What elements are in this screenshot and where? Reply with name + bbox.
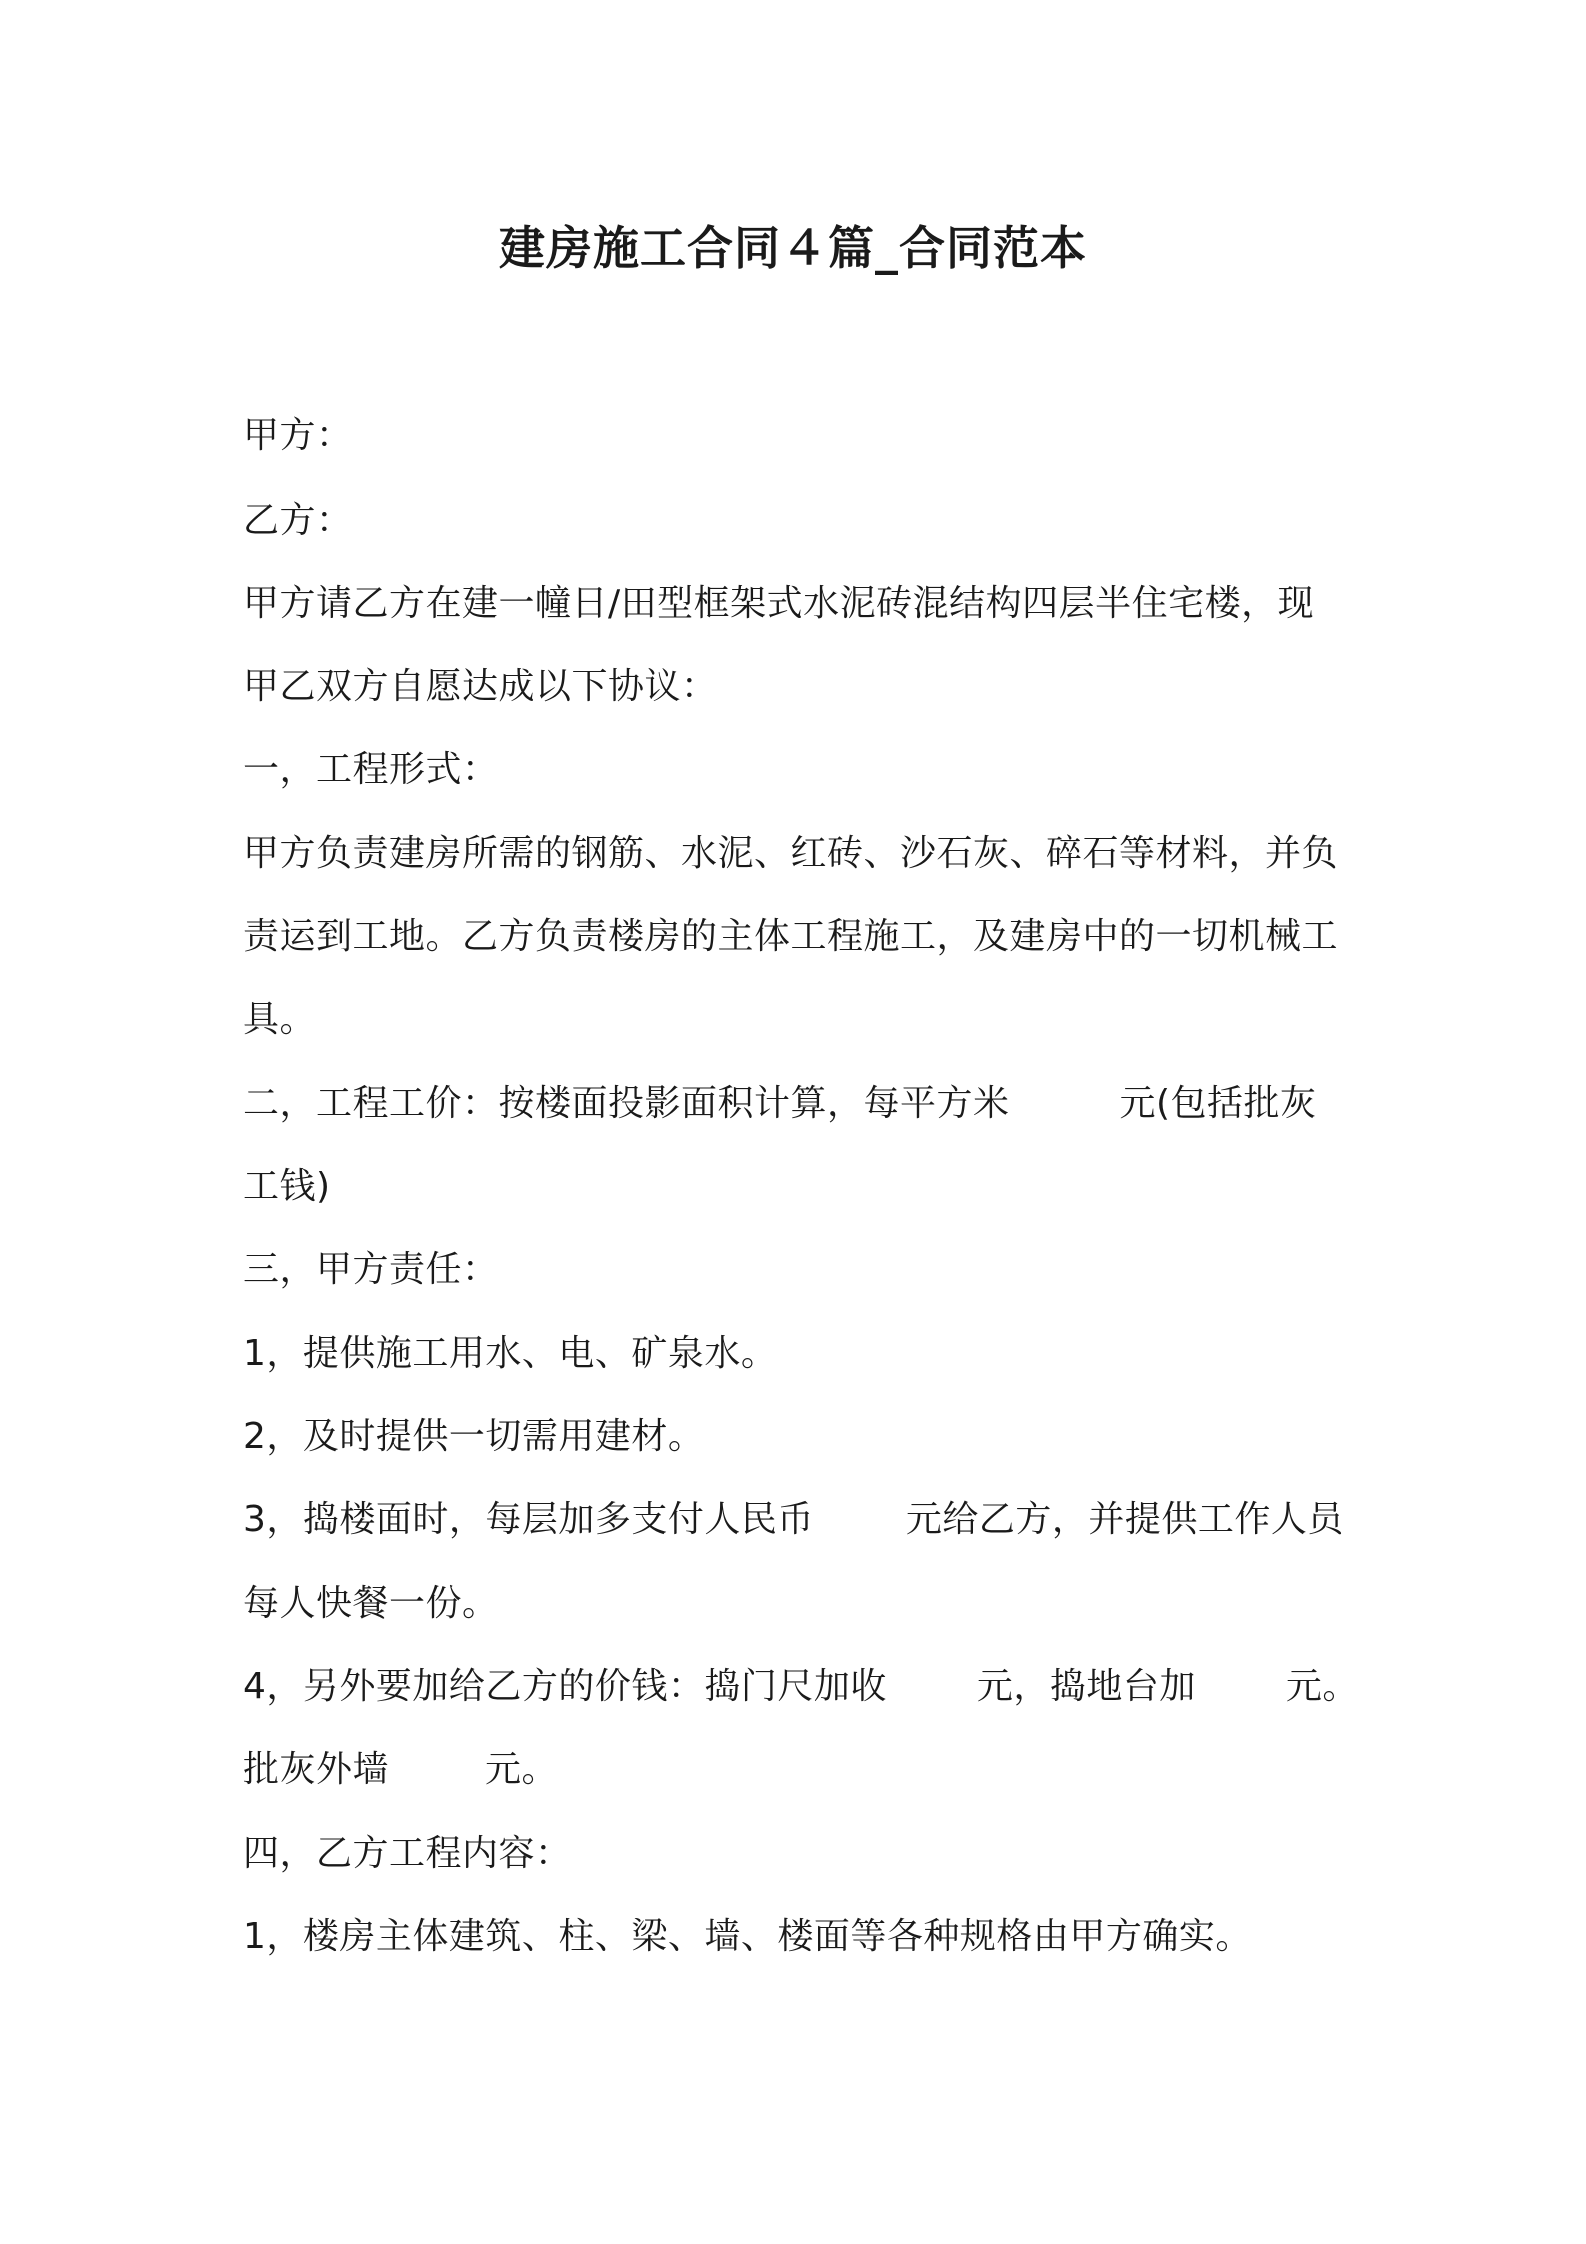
section-3-item-3-cont: 每人快餐一份。 <box>243 1583 499 1624</box>
intro-line-1: 甲方请乙方在建一幢日/田型框架式水泥砖混结构四层半住宅楼，现 <box>243 583 1315 624</box>
section-3-item-4-text-c: 元。 <box>1285 1666 1359 1707</box>
section-3-item-3-text-b: 元给乙方，并提供工作人员 <box>905 1499 1344 1540</box>
section-3-item-3 <box>243 1496 1344 1544</box>
party-b-line: 乙方： <box>243 500 353 541</box>
section-3-item-4 <box>243 1663 1359 1711</box>
section-3-item-4-text-a: 4，另外要加给乙方的价钱：捣门尺加收 <box>243 1666 887 1707</box>
section-2-text-b: 元(包括批灰 <box>1119 1083 1317 1124</box>
section-3-item-4-text-b: 元，捣地台加 <box>976 1666 1196 1707</box>
section-3-item-3-text-a: 3，捣楼面时，每层加多支付人民币 <box>243 1499 814 1540</box>
section-1-text-3: 具。 <box>243 999 317 1040</box>
section-4-heading: 四，乙方工程内容： <box>243 1833 572 1874</box>
intro-line-2: 甲乙双方自愿达成以下协议： <box>243 666 718 707</box>
document-title: 建房施工合同４篇_合同范本 <box>499 221 1087 275</box>
section-3-item-2: 2，及时提供一切需用建材。 <box>243 1416 705 1457</box>
section-1-heading: 一，工程形式： <box>243 749 499 790</box>
section-4-item-1: 1，楼房主体建筑、柱、梁、墙、楼面等各种规格由甲方确实。 <box>243 1916 1252 1957</box>
section-2-text-a: 二，工程工价：按楼面投影面积计算，每平方米 <box>243 1083 1010 1124</box>
section-2-line-1 <box>243 1080 1317 1128</box>
party-a-line: 甲方： <box>243 415 353 456</box>
section-3-item-4-cont <box>243 1746 558 1794</box>
section-3-heading: 三，甲方责任： <box>243 1249 499 1290</box>
section-2-line-2: 工钱) <box>243 1166 331 1207</box>
section-1-text-1: 甲方负责建房所需的钢筋、水泥、红砖、沙石灰、碎石等材料，并负 <box>243 833 1339 874</box>
section-3-item-4-cont-text-a: 批灰外墙 <box>243 1749 390 1790</box>
section-3-item-1: 1，提供施工用水、电、矿泉水。 <box>243 1333 778 1374</box>
section-3-item-4-cont-text-b: 元。 <box>485 1749 559 1790</box>
section-1-text-2: 责运到工地。乙方负责楼房的主体工程施工，及建房中的一切机械工 <box>243 916 1339 957</box>
